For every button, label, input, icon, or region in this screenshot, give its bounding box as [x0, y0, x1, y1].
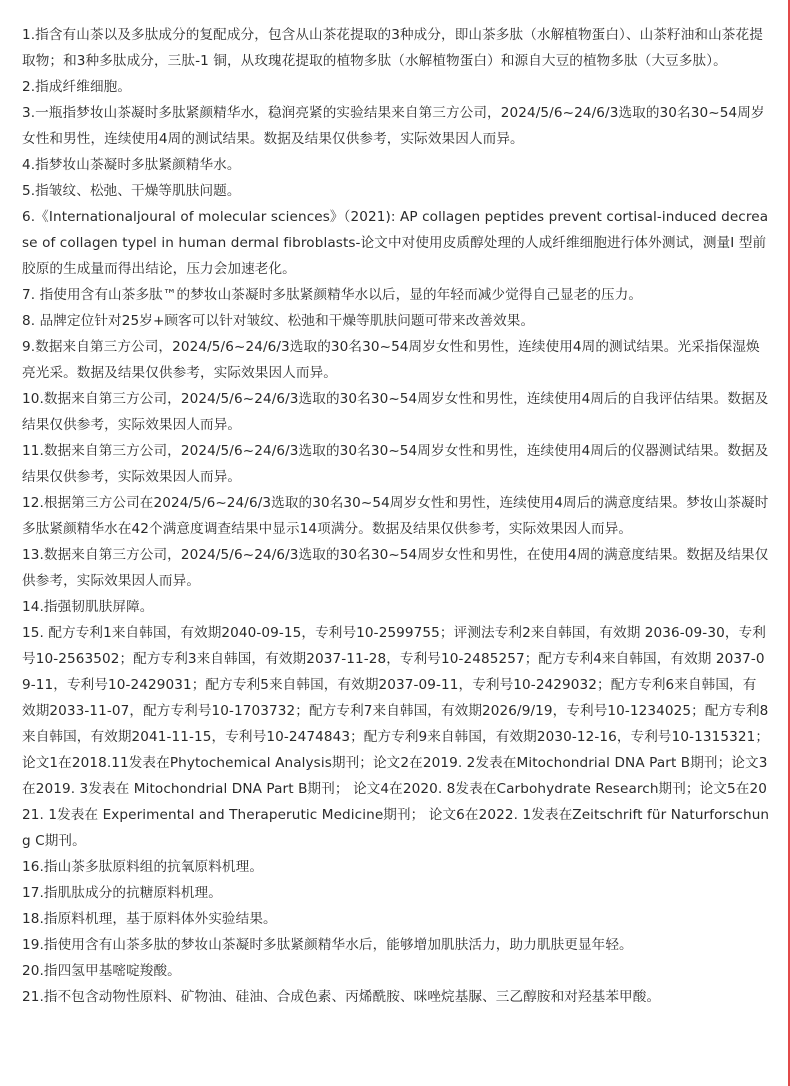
footnote-18: 18.指原料机理，基于原料体外实验结果。 — [22, 911, 277, 927]
footnote-21: 21.指不包含动物性原料、矿物油、硅油、合成色素、丙烯酰胺、咪唑烷基脲、三乙醇胺和对羟基苯甲酸。 — [22, 989, 661, 1005]
footnote-2: 2.指成纤维细胞。 — [22, 79, 132, 95]
footnote-16: 16.指山茶多肽原料组的抗氧原料机理。 — [22, 859, 264, 875]
footnote-list — [22, 22, 770, 1010]
footnote-12: 12.根据第三方公司在2024/5/6~24/6/3选取的30名30~54周岁女性和男性，连续使用4周后的满意度结果。梦妆山茶凝时多肽紧颜精华水在42个满意度调查结果中显示14项满分。数据及结果仅供参考，实际效果因人而异。 — [22, 495, 769, 537]
footnote-19: 19.指使用含有山茶多肽的梦妆山茶凝时多肽紧颜精华水后，能够增加肌肤活力，助力肌肤更显年轻。 — [22, 937, 633, 953]
footnote-6: 6.《Internationaljoural of molecular sciences》（2021): AP collagen peptides prevent cortisal-induced decrease of collagen typel in human dermal fibroblasts-论文中对使用皮质醇处理的人成纤维细胞进行体外测试，测量I 型前胶原的生成量而得出结论，压力会加速老化。 — [22, 209, 769, 277]
footnote-11: 11.数据来自第三方公司，2024/5/6~24/6/3选取的30名30~54周岁女性和男性，连续使用4周后的仪器测试结果。数据及结果仅供参考，实际效果因人而异。 — [22, 443, 769, 485]
footnote-1: 1.指含有山茶以及多肽成分的复配成分，包含从山茶花提取的3种成分，即山茶多肽（水解植物蛋白）、山茶籽油和山茶花提取物；和3种多肽成分，三肽-1 铜，从玫瑰花提取的植物多肽（水解植物蛋白）和源自大豆的植物多肽（大豆多肽）。 — [22, 27, 763, 69]
footnote-7: 7. 指使用含有山茶多肽™的梦妆山茶凝时多肽紧颜精华水以后，显的年轻而减少觉得自己显老的压力。 — [22, 287, 643, 303]
footnote-17: 17.指肌肽成分的抗糖原料机理。 — [22, 885, 222, 901]
footnote-5: 5.指皱纹、松弛、干燥等肌肤问题。 — [22, 183, 241, 199]
footnote-15: 15. 配方专利1来自韩国，有效期2040-09-15，专利号10-2599755；评测法专利2来自韩国，有效期 2036-09-30，专利号10-2563502；配方专利3来自韩国，有效期2037-11-28，专利号10-2485257；配方专利4来自韩国，有效期 2037-09-11，专利号10-2429031；配方专利5来自韩国，有效期2037-09-11，专利号10-2429032；配方专利6来自韩国，有效期2033-11-07，配方专利号10-1703732；配方专利7来自韩国，有效期2026/9/19，专利号10-1234025；配方专利8来自韩国，有效期2041-11-15，专利号10-2474843；配方专利9来自韩国，有效期2030-12-16，专利号10-1315321；论文1在2018.11发表在Phytochemical Analysis期刊；论文2在2019. 2发表在Mitochondrial DNA Part B期刊；论文3在2019. 3发表在 Mitochondrial DNA Part B期刊； 论文4在2020. 8发表在Carbohydrate Research期刊；论文5在2021. 1发表在 Experimental and Theraperutic Medicine期刊； 论文6在2022. 1发表在Zeitschrift für Naturforschung C期刊。 — [22, 625, 770, 849]
footnote-9: 9.数据来自第三方公司，2024/5/6~24/6/3选取的30名30~54周岁女性和男性，连续使用4周的测试结果。光采指保湿焕亮光采。数据及结果仅供参考，实际效果因人而异。 — [22, 339, 760, 381]
footnote-14: 14.指强韧肌肤屏障。 — [22, 599, 154, 615]
footnote-3: 3.一瓶指梦妆山茶凝时多肽紧颜精华水，稳润亮紧的实验结果来自第三方公司，2024/5/6~24/6/3选取的30名30~54周岁女性和男性，连续使用4周的测试结果。数据及结果仅供参考，实际效果因人而异。 — [22, 105, 765, 147]
footnote-13: 13.数据来自第三方公司，2024/5/6~24/6/3选取的30名30~54周岁女性和男性，在使用4周的满意度结果。数据及结果仅供参考，实际效果因人而异。 — [22, 547, 769, 589]
footnote-10: 10.数据来自第三方公司，2024/5/6~24/6/3选取的30名30~54周岁女性和男性，连续使用4周后的自我评估结果。数据及结果仅供参考，实际效果因人而异。 — [22, 391, 769, 433]
footnote-8: 8. 品牌定位针对25岁+顾客可以针对皱纹、松弛和干燥等肌肤问题可带来改善效果。 — [22, 313, 535, 329]
footnote-4: 4.指梦妆山茶凝时多肽紧颜精华水。 — [22, 157, 241, 173]
footnote-20: 20.指四氢甲基嘧啶羧酸。 — [22, 963, 181, 979]
